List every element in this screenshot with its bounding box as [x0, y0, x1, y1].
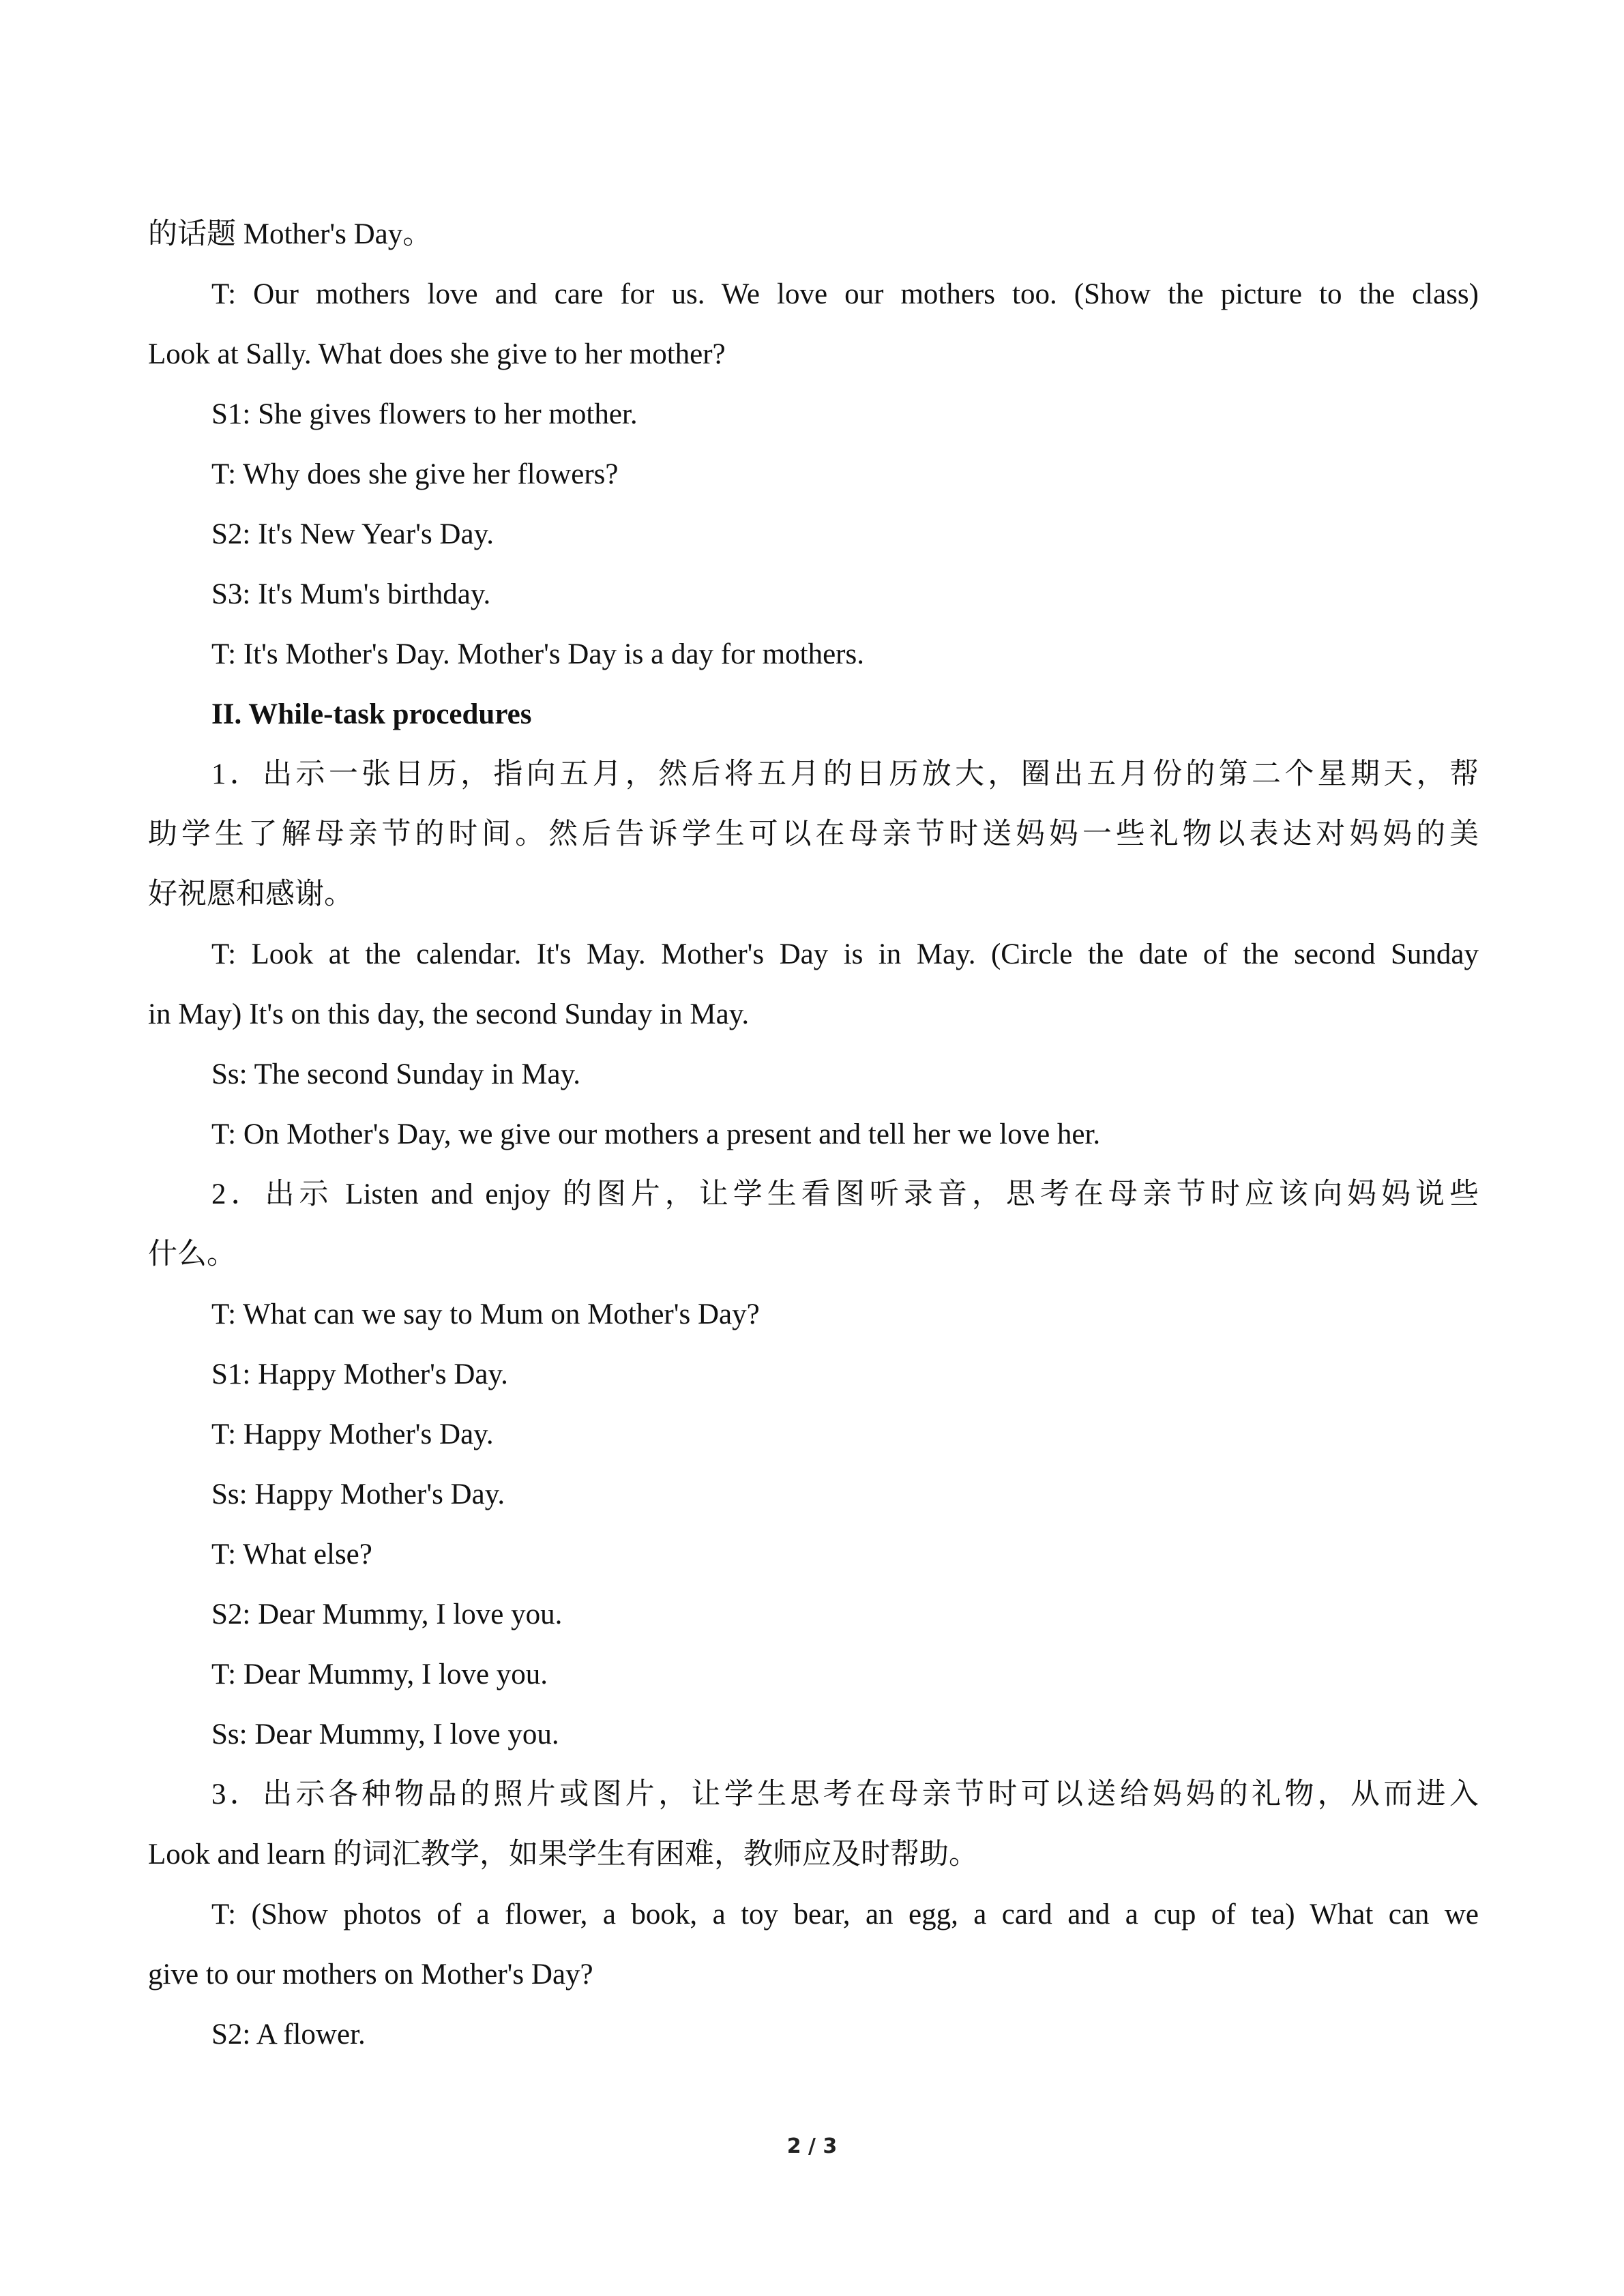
paragraph-line: T: What else? — [211, 1538, 372, 1570]
paragraph-line: T: On Mother's Day, we give our mothers a present and tell her we love her. — [211, 1118, 1101, 1150]
paragraph-line: 的话题 Mother's Day。 — [148, 218, 432, 250]
paragraph-line: in May) It's on this day, the second Sunday in May. — [148, 998, 750, 1030]
paragraph-line: 好祝愿和感谢。 — [148, 878, 353, 910]
paragraph-line: Ss: Dear Mummy, I love you. — [211, 1718, 559, 1750]
document-body — [148, 205, 1479, 2065]
paragraph-line: 什么。 — [148, 1238, 236, 1270]
paragraph-line: T: It's Mother's Day. Mother's Day is a day for mothers. — [211, 638, 864, 670]
paragraph-line: Look and learn 的词汇教学，如果学生有困难，教师应及时帮助。 — [148, 1838, 979, 1870]
paragraph-line: give to our mothers on Mother's Day? — [148, 1958, 593, 1991]
paragraph-line: 2．出示 Listen and enjoy 的图片，让学生看图听录音，思考在母亲节时应该向妈妈说些 — [211, 1178, 1479, 1210]
paragraph-line: S3: It's Mum's birthday. — [211, 578, 491, 610]
page-number: 2 / 3 — [786, 2134, 838, 2158]
paragraph-line: Ss: The second Sunday in May. — [211, 1058, 581, 1090]
paragraph-line: Look at Sally. What does she give to her mother? — [148, 338, 726, 370]
paragraph-line: T: Our mothers love and care for us. We love our mothers too. (Show the picture to the class) — [211, 278, 1479, 310]
paragraph-line: S2: Dear Mummy, I love you. — [211, 1598, 563, 1630]
paragraph-line: S2: It's New Year's Day. — [211, 518, 494, 550]
paragraph-line: S1: Happy Mother's Day. — [211, 1358, 508, 1390]
paragraph-line: T: What can we say to Mum on Mother's Day? — [211, 1298, 760, 1330]
paragraph-line: T: Why does she give her flowers? — [211, 458, 619, 490]
paragraph-line: 助学生了解母亲节的时间。然后告诉学生可以在母亲节时送妈妈一些礼物以表达对妈妈的美 — [148, 818, 1479, 850]
paragraph-line: 3．出示各种物品的照片或图片，让学生思考在母亲节时可以送给妈妈的礼物，从而进入 — [211, 1778, 1479, 1810]
paragraph-line: T: Happy Mother's Day. — [211, 1418, 494, 1450]
paragraph-line: S1: She gives flowers to her mother. — [211, 398, 638, 430]
paragraph-line: S2: A flower. — [211, 2018, 366, 2051]
paragraph-line: 1．出示一张日历，指向五月，然后将五月的日历放大，圈出五月份的第二个星期天，帮 — [211, 758, 1479, 790]
paragraph-line: Ss: Happy Mother's Day. — [211, 1478, 505, 1510]
paragraph-line: T: Look at the calendar. It's May. Mother's Day is in May. (Circle the date of the second Sunday — [211, 938, 1479, 970]
section-heading: II. While-task procedures — [211, 698, 532, 730]
paragraph-line: T: (Show photos of a flower, a book, a toy bear, an egg, a card and a cup of tea) What can we — [211, 1898, 1479, 1930]
paragraph-line: T: Dear Mummy, I love you. — [211, 1658, 548, 1690]
